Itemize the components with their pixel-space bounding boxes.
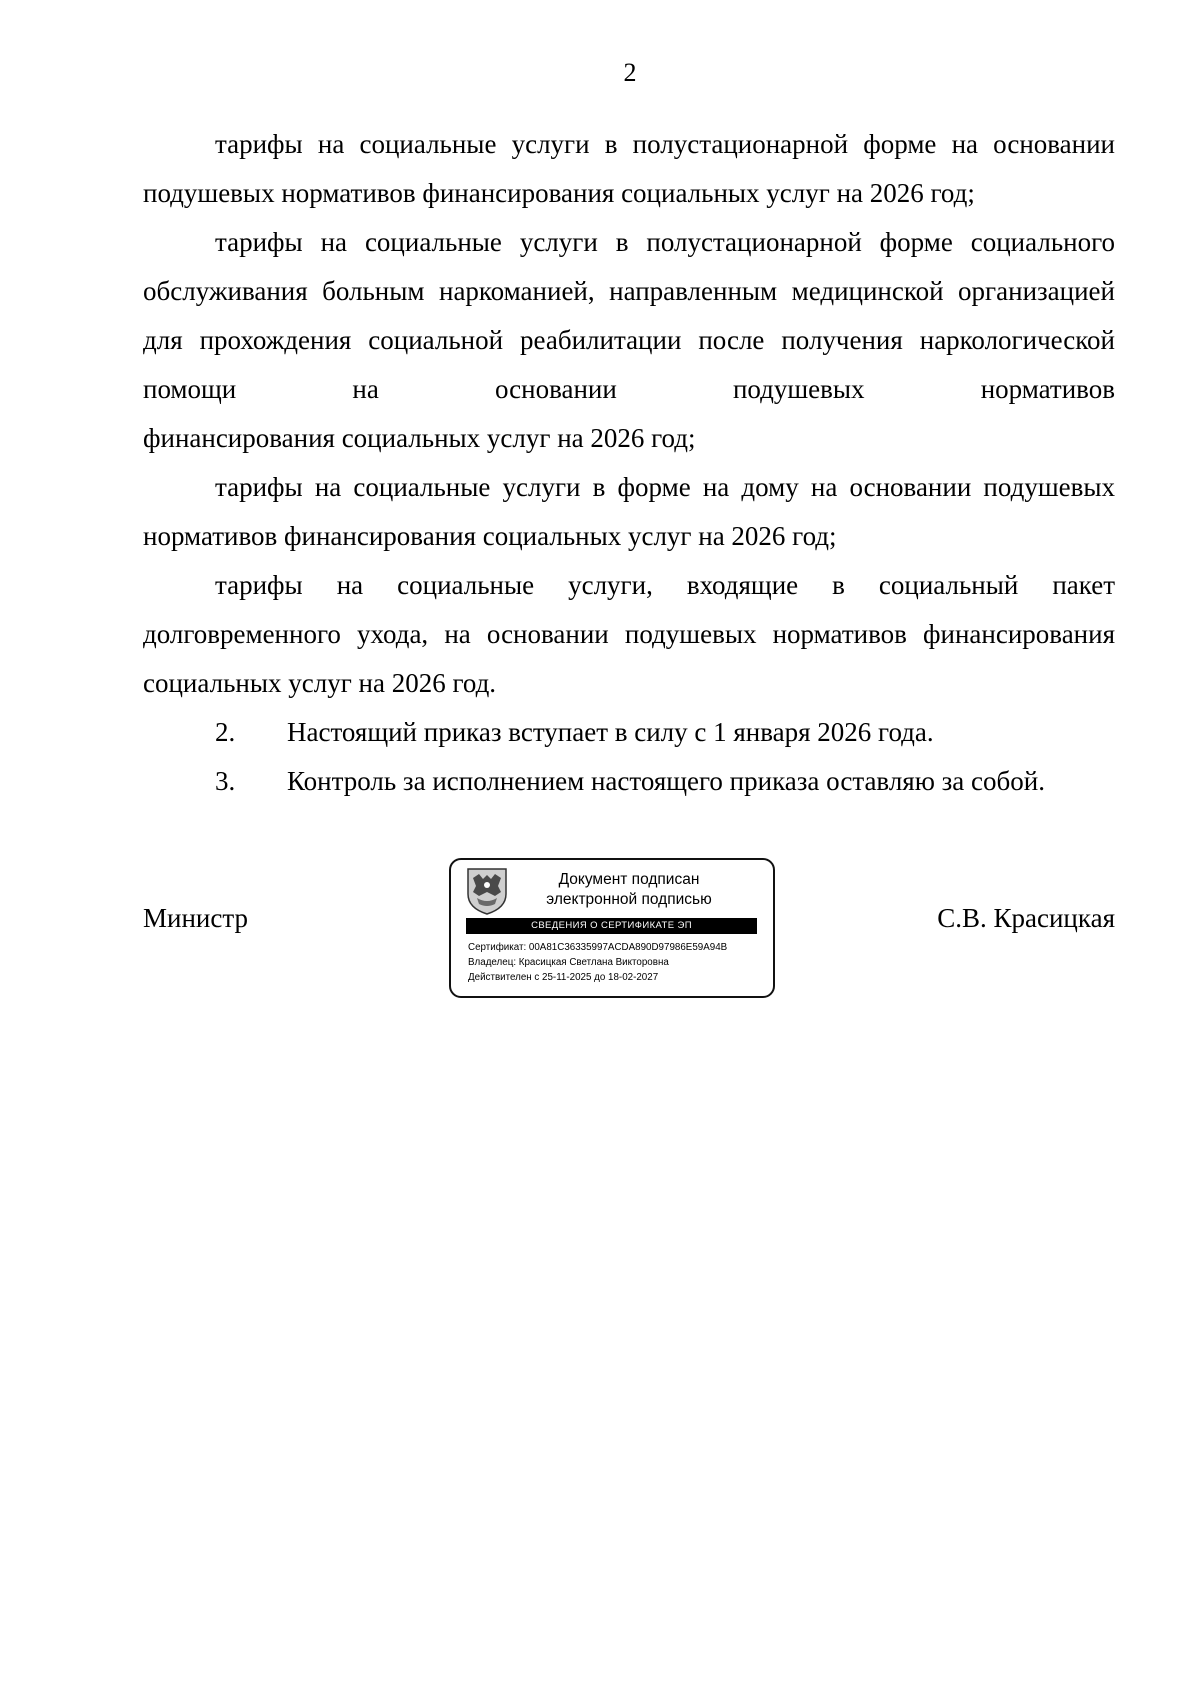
stamp-heading-line1: Документ подписан	[558, 871, 700, 888]
item-text: Настоящий приказ вступает в силу с 1 января 2026 года.	[287, 717, 934, 747]
item-text: Контроль за исполнением настоящего приказа оставляю за собой.	[287, 766, 1045, 796]
certificate-info-bar: СВЕДЕНИЯ О СЕРТИФИКАТЕ ЭП	[466, 918, 757, 934]
certificate-validity: Действителен с 25-11-2025 до 18-02-2027	[468, 972, 659, 983]
signer-title: Министр	[143, 903, 248, 933]
certificate-details	[468, 940, 763, 985]
numbered-item-3	[143, 757, 1115, 806]
item-number: 2.	[215, 717, 236, 747]
stamp-heading	[511, 870, 747, 910]
stamp-heading-line2: электронной подписью	[546, 891, 712, 908]
signature-block	[143, 858, 1115, 998]
document-body	[143, 120, 1115, 806]
paragraph-drug-addiction-tariffs-end: финансирования социальных услуг на 2026 год;	[143, 423, 696, 453]
certificate-number: Сертификат: 00A81C36335997ACDA890D97986E59A94B	[468, 942, 728, 953]
item-number: 3.	[215, 766, 236, 796]
certificate-owner: Владелец: Красицкая Светлана Викторовна	[468, 957, 669, 968]
paragraph-home-care-tariffs: тарифы на социальные услуги в форме на дому на основании подушевых нормативов финансирования социальных услуг на 2026 год;	[143, 472, 1115, 551]
page-number: 2	[623, 58, 637, 87]
paragraph-long-term-care-tariffs: тарифы на социальные услуги, входящие в социальный пакет долговременного ухода, на основании подушевых нормативов финансирования социальных услуг на 2026 год.	[143, 570, 1115, 698]
paragraph-semistationary-tariffs: тарифы на социальные услуги в полустационарной форме на основании подушевых нормативов финансирования социальных услуг на 2026 год;	[143, 129, 1115, 208]
electronic-signature-stamp	[449, 858, 775, 998]
numbered-item-2	[143, 708, 1115, 757]
paragraph-drug-addiction-tariffs: тарифы на социальные услуги в полустационарной форме социального обслуживания больным наркоманией, направленным медицинской организацией для прохождения социальной реабилитации после получения наркологической помощи на основании подушевых нормативов	[143, 227, 1115, 404]
signer-name: С.В. Красицкая	[937, 903, 1115, 933]
coat-of-arms-icon	[465, 866, 509, 916]
